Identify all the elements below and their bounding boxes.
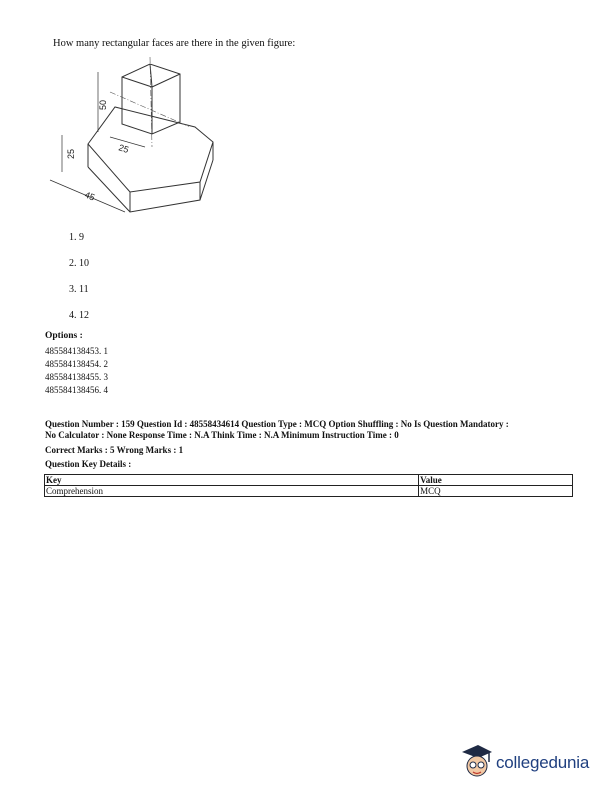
table-header-value: Value: [419, 475, 573, 486]
dim-25-inner-label: 25: [117, 142, 130, 155]
dim-50-label: 50: [98, 99, 108, 110]
table-header-row: [45, 475, 573, 486]
option-id-2: 485584138454. 2: [45, 359, 108, 369]
isometric-figure: [40, 52, 230, 222]
answer-option-1: 1. 9: [69, 232, 84, 243]
answer-option-2: 2. 10: [69, 258, 89, 269]
key-details-label: Question Key Details :: [45, 459, 132, 469]
answer-option-4: 4. 12: [69, 310, 89, 321]
table-row: [45, 486, 573, 497]
question-meta-line1: Question Number : 159 Question Id : 48558434614 Question Type : MCQ Option Shuffling : No Is Question Mandatory :: [45, 419, 509, 429]
collegedunia-logo: [458, 742, 608, 782]
options-label: Options :: [45, 331, 83, 341]
table-cell-value: MCQ: [419, 486, 573, 497]
graduate-mascot-icon: [458, 742, 494, 782]
table-cell-key: Comprehension: [45, 486, 419, 497]
question-meta-line2: No Calculator : None Response Time : N.A Think Time : N.A Minimum Instruction Time : 0: [45, 430, 399, 440]
answer-option-3: 3. 11: [69, 284, 89, 295]
dim-45-label: 45: [83, 189, 97, 203]
option-id-1: 485584138453. 1: [45, 346, 108, 356]
table-header-key: Key: [45, 475, 419, 486]
key-details-table: [44, 474, 573, 497]
option-id-4: 485584138456. 4: [45, 385, 108, 395]
question-text: How many rectangular faces are there in the given figure:: [53, 38, 296, 49]
logo-text: collegedunia: [496, 753, 590, 772]
option-id-3: 485584138455. 3: [45, 372, 108, 382]
dim-25-left-label: 25: [66, 148, 76, 159]
marks-line: Correct Marks : 5 Wrong Marks : 1: [45, 445, 184, 455]
